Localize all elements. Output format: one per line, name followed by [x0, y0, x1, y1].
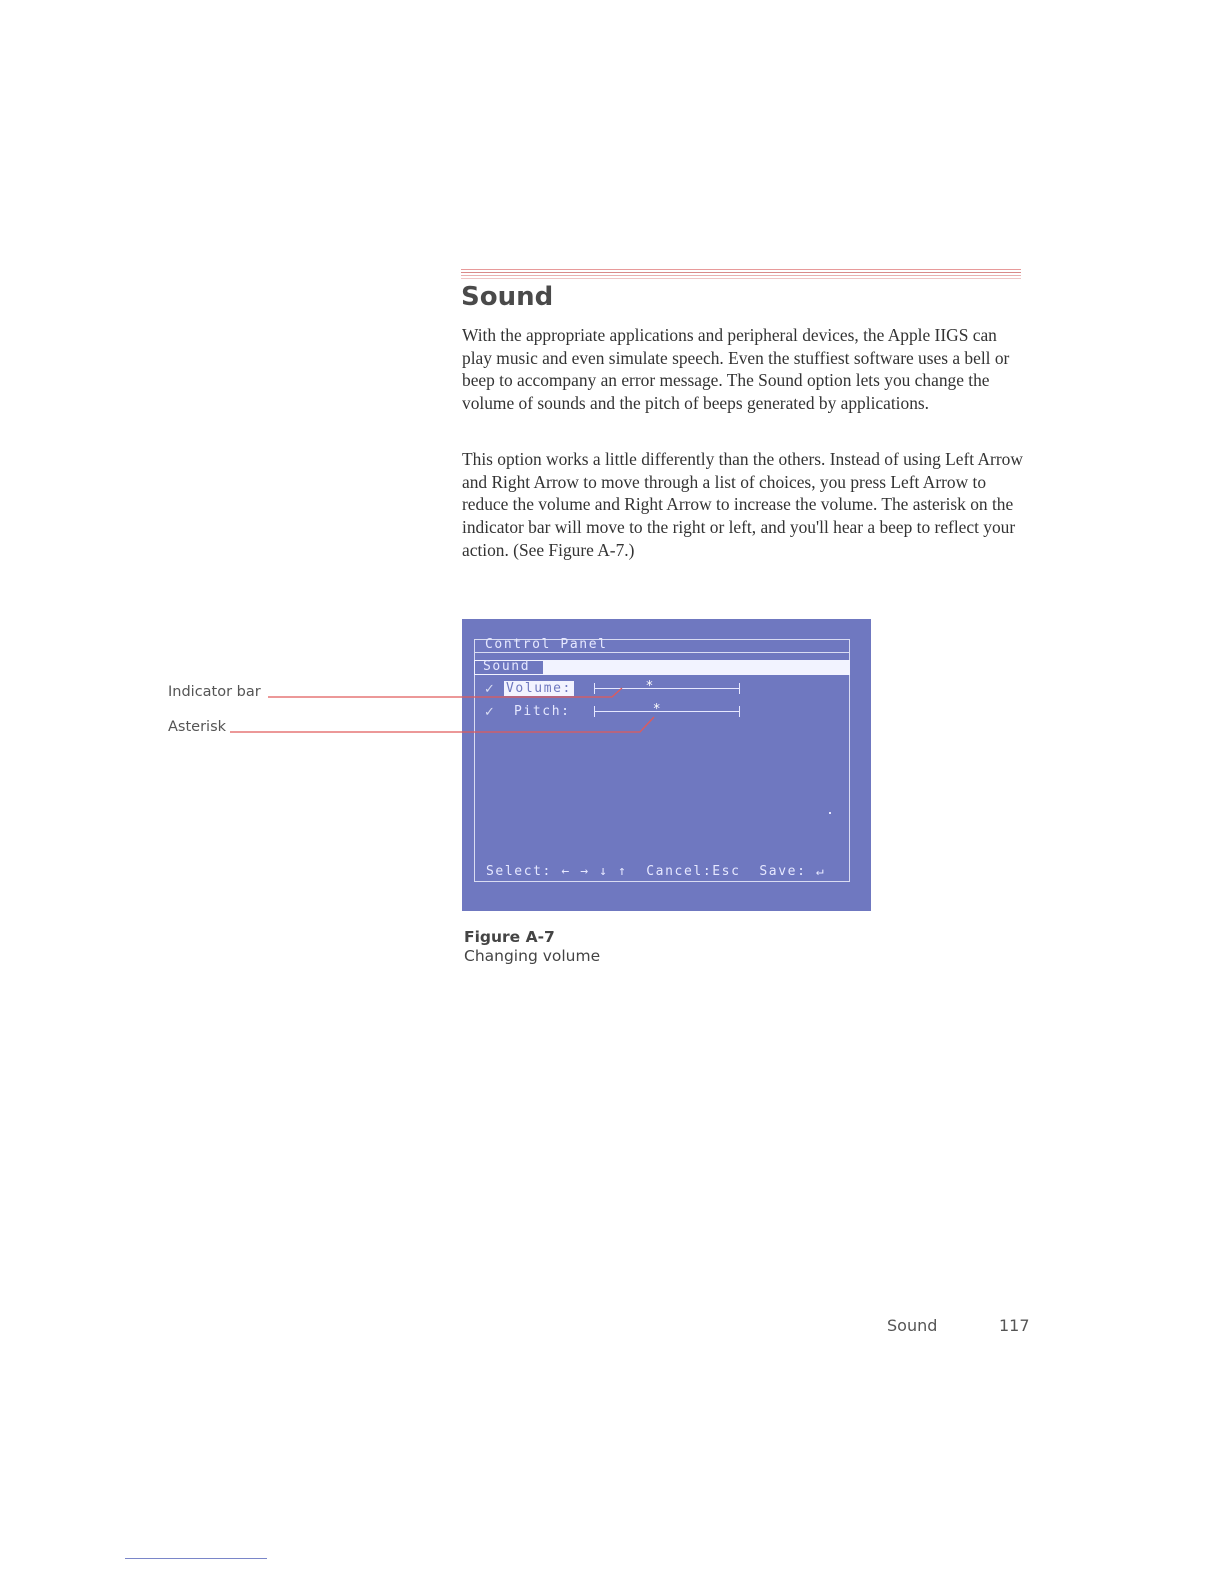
screen-cursor-dot [829, 812, 831, 814]
figure-label: Figure A-7 [464, 928, 555, 946]
control-panel-title-bar [474, 639, 850, 653]
figure-caption: Changing volume [464, 947, 601, 965]
screen-frame [474, 639, 850, 882]
volume-label: Volume: [506, 681, 572, 696]
callout-asterisk: Asterisk [168, 719, 227, 735]
pitch-asterisk: * [652, 702, 661, 717]
section-title: Sound [461, 282, 554, 312]
volume-asterisk: * [645, 679, 654, 694]
check-icon: ✓ [484, 681, 495, 696]
volume-indicator-bar[interactable] [594, 679, 740, 694]
page-number: 117 [999, 1316, 1030, 1335]
menu-tab-sound[interactable] [474, 660, 544, 675]
paragraph-intro: With the appropriate applications and peripheral devices, the Apple IIGS can play music and even simulate speech. Even the stuffiest software uses a bell or beep to accompany an error message. The Sound option lets you change the volume of sounds and the pitch of beeps generated by applications. [462, 325, 1010, 414]
bottom-rule [125, 1558, 267, 1559]
running-footer-section: Sound [887, 1316, 938, 1335]
menu-bar [474, 660, 850, 675]
menu-tab-label: Sound [483, 659, 531, 674]
check-icon: ✓ [484, 704, 495, 719]
control-panel-title: Control Panel [485, 637, 608, 652]
pitch-label: Pitch: [514, 704, 571, 719]
paragraph-instructions: This option works a little differently than the others. Instead of using Left Arrow and Right Arrow to move through a list of choices, you press Left Arrow to reduce the volume and Right Arrow to increase the volume. The asterisk on the indicator bar will move to the right or left, and you'll hear a beep to reflect your action. (See Figure A-7.) [462, 449, 1023, 560]
section-header-rules [461, 269, 1021, 281]
callout-indicator-bar: Indicator bar [168, 684, 261, 700]
control-panel-screenshot [462, 619, 871, 911]
screen-footer-keys: Select: ← → ↓ ↑ Cancel:Esc Save: ↵ [486, 864, 826, 879]
pitch-indicator-bar[interactable] [594, 702, 740, 717]
product-name: IIGS [934, 325, 969, 345]
